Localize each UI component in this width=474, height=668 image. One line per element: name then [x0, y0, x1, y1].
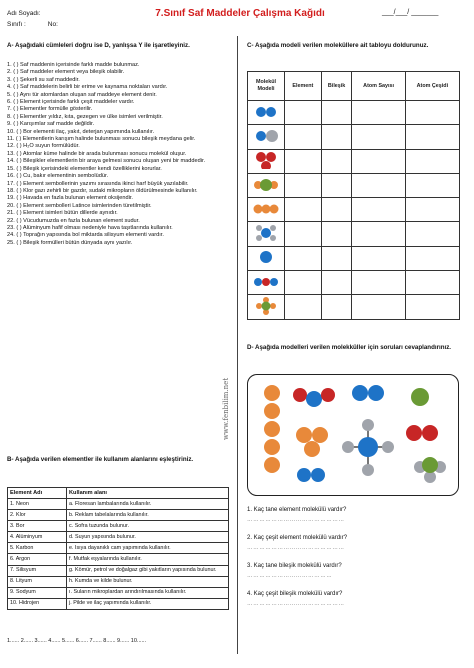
- statement-item[interactable]: 8. ( ) Elementler yıldız, kıta, gezegen ve ülke isimleri verilmiştir.: [7, 113, 163, 120]
- statement-item[interactable]: 1. ( ) Saf maddenin içerisinde farklı madde bulunmaz.: [7, 62, 140, 68]
- molecule-table: [247, 71, 460, 320]
- element-cell: 7. Silisyum: [8, 565, 67, 576]
- answer-cell[interactable]: [405, 101, 459, 125]
- statement-item[interactable]: 2. ( ) Saf maddeler element veya bileşik olabilir.: [7, 69, 125, 76]
- answer-cell[interactable]: [405, 271, 459, 295]
- answer-cell[interactable]: [321, 149, 352, 173]
- answer-cell[interactable]: [285, 173, 322, 197]
- element-cell: 1. Neon: [8, 499, 67, 510]
- molecule-model-icon: [251, 224, 281, 242]
- statement-item[interactable]: 17. ( ) Element sembollerinin yazımı sırasında ikinci harf büyük yazılabilir.: [7, 180, 189, 187]
- answer-cell[interactable]: [285, 149, 322, 173]
- answer-cell[interactable]: [321, 198, 352, 222]
- answer-cell[interactable]: [352, 198, 405, 222]
- answer-cell[interactable]: [352, 101, 405, 125]
- answer-cell[interactable]: [285, 125, 322, 149]
- date-field: ___/___/ _______: [382, 9, 439, 16]
- statement-item[interactable]: 9. ( ) Karışımlar saf madde değildir.: [7, 121, 95, 128]
- table-row: [8, 510, 229, 521]
- section-b-heading: B- Aşağıda verilen elementler ile kullanım alanlarını eşleştiriniz.: [7, 456, 194, 463]
- molecule-model-icon: [251, 127, 281, 145]
- table-row: [8, 543, 229, 554]
- question-item: [247, 534, 462, 551]
- question-text: 4. Kaç çeşit bileşik molekülü vardır?: [247, 591, 343, 597]
- answer-cell[interactable]: [285, 222, 322, 246]
- molecule-model-icon: [251, 248, 281, 266]
- molecule-model-icon: [251, 103, 281, 121]
- true-false-list: [7, 62, 229, 247]
- answer-cell[interactable]: [321, 271, 352, 295]
- statement-item[interactable]: 11. ( ) Elementlerin karışım halinde bulunması sonucu bileşik meydana gelir.: [7, 136, 196, 143]
- statement-item[interactable]: 16. ( ) Cu, bakır elementinin sembolüdür.: [7, 173, 109, 180]
- table-row: [248, 222, 460, 246]
- student-info: [7, 8, 58, 30]
- answer-cell[interactable]: [405, 246, 459, 270]
- green-grey-molecule: [414, 457, 446, 483]
- matching-table: [7, 487, 229, 610]
- table-row: [248, 246, 460, 270]
- molecule-model-cell: [248, 173, 285, 197]
- statement-item[interactable]: 3. ( ) Şekerli su saf maddedir.: [7, 76, 80, 83]
- table-row: [8, 598, 229, 609]
- table-row: [8, 587, 229, 598]
- table-row: [8, 521, 229, 532]
- name-label: Adı Soyadı:: [7, 10, 41, 17]
- table-row: [248, 271, 460, 295]
- statement-item[interactable]: 10. ( ) Bor elementi ilaç, yakıt, deterjan yapımında kullanılır.: [7, 128, 155, 135]
- answer-cell[interactable]: [405, 295, 459, 319]
- molecule-model-cell: [248, 101, 285, 125]
- answer-cell[interactable]: [352, 125, 405, 149]
- table-row: [248, 149, 460, 173]
- table-row: [8, 532, 229, 543]
- molecule-col-header: Bileşik: [321, 72, 352, 101]
- question-text: 2. Kaç çeşit element molekülü vardır?: [247, 535, 348, 541]
- class-label: Sınıfı :: [7, 21, 26, 28]
- section-c-heading: C- Aşağıda modeli verilen moleküllere ait tabloyu doldurunuz.: [247, 42, 429, 49]
- question-text: 3. Kaç tane bileşik molekülü vardır?: [247, 563, 342, 569]
- molecule-box: [247, 374, 459, 496]
- statement-item[interactable]: 24. ( ) Toprağın yapısında bol miktarda silisyum elementi vardır.: [7, 232, 164, 239]
- answer-cell[interactable]: [321, 222, 352, 246]
- molecule-model-icon: [251, 151, 281, 169]
- table-row: [8, 499, 229, 510]
- green-atom-molecule: [411, 388, 429, 406]
- molecule-model-cell: [248, 295, 285, 319]
- answer-cell[interactable]: [352, 222, 405, 246]
- page-title: 7.Sınıf Saf Maddeler Çalışma Kağıdı: [155, 8, 325, 19]
- answer-blank[interactable]: …………………………………………: [247, 545, 345, 551]
- statement-item[interactable]: 20. ( ) Element sembolleri Latince isimlerinden türetilmiştir.: [7, 202, 152, 209]
- table-row: [8, 554, 229, 565]
- watermark: www.fenbilim.net: [222, 377, 230, 440]
- usage-cell: h. Kumda ve kilde bulunur.: [67, 576, 229, 587]
- molecule-model-icon: [251, 297, 281, 315]
- table-row: [248, 101, 460, 125]
- usage-cell: f. Mutfak eşyalarında kullanılır.: [67, 554, 229, 565]
- molecule-model-cell: [248, 246, 285, 270]
- molecule-model-cell: [248, 125, 285, 149]
- col-usage-header: Kullanım alanı: [67, 488, 229, 499]
- usage-cell: d. Suyun yapısında bulunur.: [67, 532, 229, 543]
- table-row: [248, 173, 460, 197]
- element-cell: 3. Bor: [8, 521, 67, 532]
- molecule-model-cell: [248, 222, 285, 246]
- question-text: 1. Kaç tane element molekülü vardır?: [247, 507, 347, 513]
- answer-cell[interactable]: [405, 198, 459, 222]
- molecule-model-icon: [251, 200, 281, 218]
- table-row: [8, 576, 229, 587]
- answer-cell[interactable]: [285, 198, 322, 222]
- molecule-model-cell: [248, 271, 285, 295]
- molecule-model-icon: [251, 273, 281, 291]
- answer-cell[interactable]: [285, 295, 322, 319]
- answer-cell[interactable]: [321, 246, 352, 270]
- question-item: [247, 590, 462, 607]
- molecule-model-cell: [248, 149, 285, 173]
- statement-item[interactable]: 15. ( ) Bileşik içerisindeki elementler kendi özelliklerini korurlar.: [7, 165, 162, 172]
- molecule-col-header: Molekül Modeli: [248, 72, 285, 101]
- statement-item[interactable]: 7. ( ) Elementler formülle gösterilir.: [7, 106, 93, 113]
- answer-cell[interactable]: [285, 271, 322, 295]
- statement-item[interactable]: 12. ( ) H₂O suyun formülüdür.: [7, 143, 80, 150]
- usage-cell: c. Sofra tuzunda bulunur.: [67, 521, 229, 532]
- molecule-col-header: Element: [285, 72, 322, 101]
- molecule-col-header: Atom Sayısı: [352, 72, 405, 101]
- element-cell: 9. Sodyum: [8, 587, 67, 598]
- element-cell: 10. Hidrojen: [8, 598, 67, 609]
- answer-cell[interactable]: [352, 246, 405, 270]
- molecule-model-cell: [248, 198, 285, 222]
- column-divider: [237, 36, 238, 654]
- blue-pair-molecule-2: [297, 468, 325, 482]
- molecule-col-header: Atom Çeşidi: [405, 72, 459, 101]
- element-cell: 8. Lityum: [8, 576, 67, 587]
- usage-cell: e. Isıya dayanıklı cam yapımında kullanılır.: [67, 543, 229, 554]
- statement-item[interactable]: 25. ( ) Bileşik formülleri bütün dünyada aynı yazılır.: [7, 239, 133, 246]
- answer-blank[interactable]: ……………………………………: [247, 573, 333, 579]
- answer-blank[interactable]: …………………………………………: [247, 517, 345, 523]
- answer-cell[interactable]: [405, 149, 459, 173]
- answer-cell[interactable]: [321, 173, 352, 197]
- orange-cluster-molecule: [296, 427, 328, 457]
- element-cell: 5. Karbon: [8, 543, 67, 554]
- question-item: [247, 506, 462, 523]
- grey-blue-molecule: [342, 419, 394, 476]
- answer-cell[interactable]: [321, 125, 352, 149]
- blue-pair-molecule: [352, 385, 384, 401]
- statement-item[interactable]: 22. ( ) Vücudumuzda en fazla bulunan element sudur.: [7, 217, 140, 224]
- table-row: [248, 295, 460, 319]
- molecule-models-svg: [248, 375, 458, 495]
- table-row: [248, 198, 460, 222]
- table-row: [248, 125, 460, 149]
- answer-cell[interactable]: [321, 295, 352, 319]
- statement-item[interactable]: 6. ( ) Element içerisinde farklı çeşit maddeler vardır.: [7, 99, 135, 106]
- answer-cell[interactable]: [321, 101, 352, 125]
- answer-cell[interactable]: [352, 149, 405, 173]
- element-cell: 2. Klor: [8, 510, 67, 521]
- usage-cell: b. Reklam tabelalarında kullanılır.: [67, 510, 229, 521]
- answer-cell[interactable]: [352, 271, 405, 295]
- orange-chain-molecule: [264, 385, 280, 473]
- red-pair-molecule: [406, 425, 438, 441]
- answer-cell[interactable]: [352, 173, 405, 197]
- statement-item[interactable]: 14. ( ) Bileşikler elementlerin bir araya gelmesi sonucu oluşan yeni bir maddedir.: [7, 158, 206, 165]
- element-cell: 4. Alüminyum: [8, 532, 67, 543]
- table-row: [8, 565, 229, 576]
- answer-cell[interactable]: [352, 295, 405, 319]
- answer-line: 1...... 2...... 3...... 4...... 5...... 6...... 7...... 8...... 9...... 10......: [7, 638, 147, 644]
- answer-cell[interactable]: [405, 173, 459, 197]
- usage-cell: ı. Suların mikroplardan arındırılmasında kullanılır.: [67, 587, 229, 598]
- answer-blank[interactable]: …………………………………………: [247, 601, 345, 607]
- col-element-header: Element Adı: [8, 488, 67, 499]
- statement-item[interactable]: 13. ( ) Atomlar küme halinde bir arada bulunması sonucu molekül oluşur.: [7, 150, 187, 157]
- answer-cell[interactable]: [285, 246, 322, 270]
- usage-cell: j. Pilde ve ilaç yapımında kullanılır.: [67, 598, 229, 609]
- usage-cell: a. Floresan lambalarında kullanılır.: [67, 499, 229, 510]
- statement-item[interactable]: 5. ( ) Aynı tür atomlardan oluşan saf maddeye element denir.: [7, 91, 157, 98]
- statement-item[interactable]: 4. ( ) Saf maddelerin belirli bir erime ve kaynama noktaları vardır.: [7, 84, 168, 91]
- blue-red-molecule: [293, 388, 335, 407]
- statement-item[interactable]: 21. ( ) Element isimleri bütün dillerde aynıdır.: [7, 210, 118, 217]
- answer-cell[interactable]: [405, 125, 459, 149]
- statement-item[interactable]: 18. ( ) Klor gazı zehirli bir gazdır, sudaki mikropların öldürülmesinde kullanılır.: [7, 187, 198, 194]
- element-cell: 6. Argon: [8, 554, 67, 565]
- questions-d: [247, 506, 462, 618]
- section-a-heading: A- Aşağıdaki cümleleri doğru ise D, yanlışsa Y ile işaretleyiniz.: [7, 42, 190, 49]
- section-d-heading: D- Aşağıda modelleri verilen molekküller için soruları cevaplandırınız.: [247, 344, 452, 351]
- usage-cell: g. Kömür, petrol ve doğalgaz gibi yakıtların yapısında bulunur.: [67, 565, 229, 576]
- statement-item[interactable]: 23. ( ) Alüminyum hafif olması nedeniyle hava taşıtlarında kullanılır.: [7, 224, 173, 231]
- molecule-model-icon: [251, 176, 281, 194]
- answer-cell[interactable]: [285, 101, 322, 125]
- question-item: [247, 562, 462, 579]
- answer-cell[interactable]: [405, 222, 459, 246]
- statement-item[interactable]: 19. ( ) Havada en fazla bulunan element oksijendir.: [7, 195, 133, 202]
- no-label: No:: [47, 21, 58, 28]
